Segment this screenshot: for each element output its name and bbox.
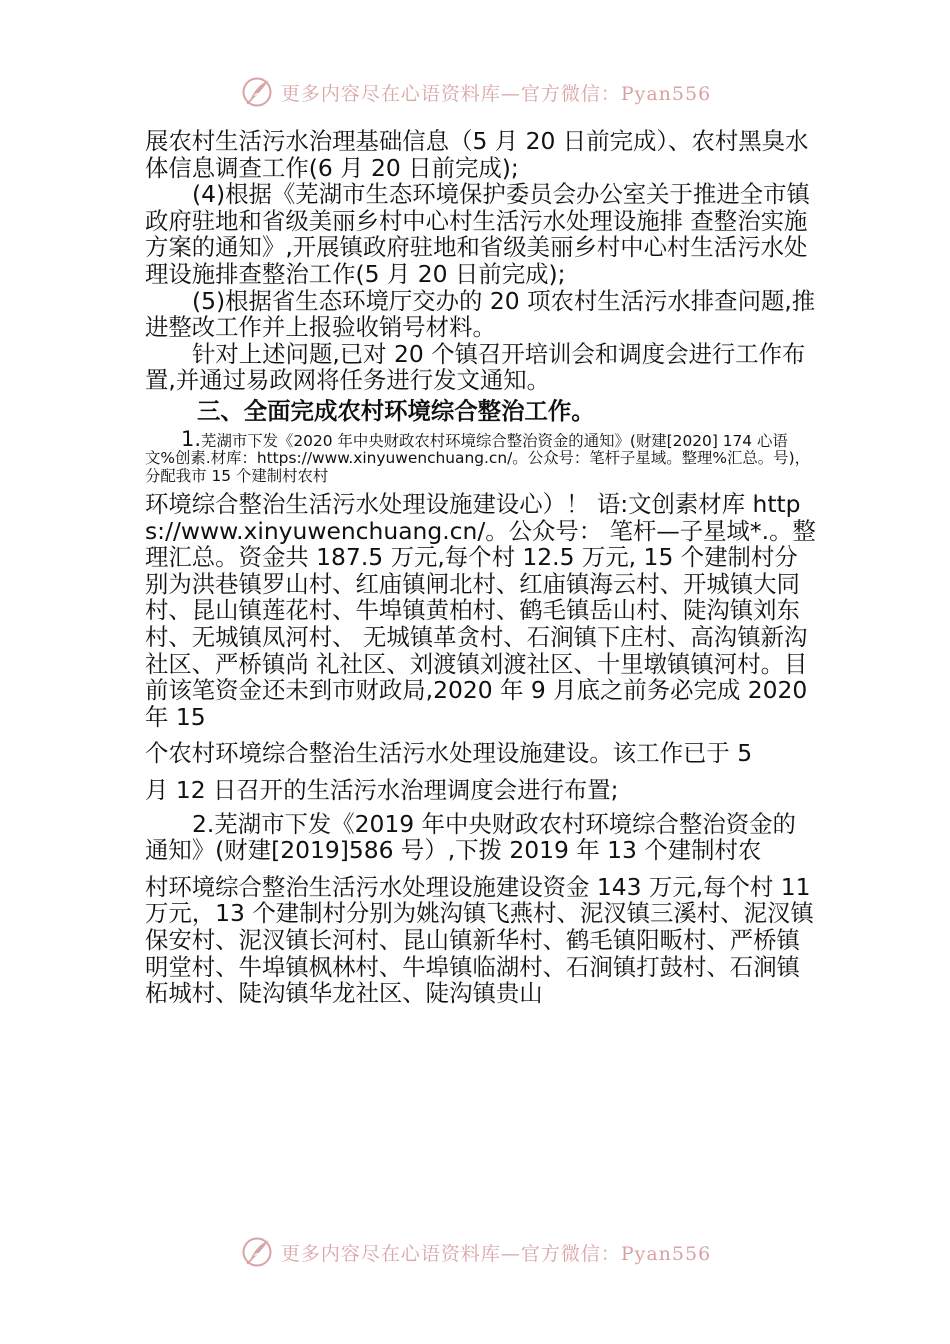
list-number: 1. (181, 426, 202, 451)
watermark-text: 更多内容尽在心语资料库—官方微信：Pyan556 (280, 82, 712, 105)
paragraph: (5)根据省生态环境厅交办的 20 项农村生活污水排查问题,推进整改工作并上报验收销号材料。 (145, 286, 816, 342)
watermark-footer (0, 1232, 950, 1272)
paragraph: 环境综合整治生活污水处理设施建设心）！ 语:文创素材库 https://www.xinyuwenchuang.cn/。公众号： 笔杆—子星域*.。整理汇总。资金共 187.5 万元,每个村 12.5 万元, 15 个建制村分别为洪巷镇罗山村、红庙镇闸北村、红庙镇海云村、开城镇大同村、昆山镇莲花村、牛埠镇黄柏村、鹤毛镇岳山村、陡沟镇刘东村、无城镇凤河村、 无城镇革贪村、石涧镇下庄村、高沟镇新沟社区、严桥镇尚 礼社区、刘渡镇刘渡社区、十里墩镇镇河村。目前该笔资金还未到市财政局,2020 年 9 月底之前务必完成 2020 年 15 (145, 490, 816, 731)
watermark-header (0, 72, 950, 112)
paragraph: 个农村环境综合整治生活污水处理设施建设。该工作已于 5 (145, 739, 753, 768)
paragraph: (4)根据《芜湖市生态环境保护委员会办公室关于推进全市镇政府驻地和省级美丽乡村中心村生活污水处理设施排 查整治实施方案的通知》,开展镇政府驻地和省级美丽乡村中心村生活污水处理设施排查整治工作(5 月 20 日前完成); (145, 180, 810, 288)
paragraph: 展农村生活污水治理基础信息（5 月 20 日前完成）、农村黑臭水体信息调查工作(6 月 20 日前完成); (145, 127, 809, 182)
list-item-1-small-text (145, 426, 817, 486)
paragraph: 针对上述问题,已对 20 个镇召开培训会和调度会进行工作布置,并通过易政网将任务进行发文通知。 (145, 339, 806, 395)
paragraph: 村环境综合整治生活污水处理设施建设资金 143 万元,每个村 11 万元，13 个建制村分别为姚沟镇飞燕村、泥汊镇三溪村、泥汊镇保安村、泥汊镇长河村、昆山镇新华村、鹤毛镇阳畈村、严桥镇明堂村、牛埠镇枫林村、牛埠镇临湖村、石涧镇打鼓村、石涧镇柘城村、陡沟镇华龙社区、陡沟镇贵山 (145, 872, 814, 1008)
paragraph: 月 12 日召开的生活污水治理调度会进行布置; (145, 775, 619, 804)
watermark-text: 更多内容尽在心语资料库—官方微信：Pyan556 (280, 1242, 712, 1265)
list-item-2: 2.芜湖市下发《2019 年中央财政农村环境综合整治资金的通知》(财建[2019]586 号）,下拨 2019 年 13 个建制村农 (145, 809, 796, 865)
quill-circle-logo-icon (239, 74, 275, 110)
list-item-text: 芜湖市下发《2020 年中央财政农村环境综合整治资金的通知》(财建[2020] 174 心语文%创素.材库：https://www.xinyuwenchuang.cn/。公众号：笔杆子星域。整理%汇总。号)，分配我市 15 个建制村农村 (145, 431, 810, 485)
quill-circle-logo-icon (239, 1234, 275, 1270)
section-heading: 三、全面完成农村环境综合整治工作。 (197, 396, 595, 425)
document-body (145, 128, 817, 1007)
